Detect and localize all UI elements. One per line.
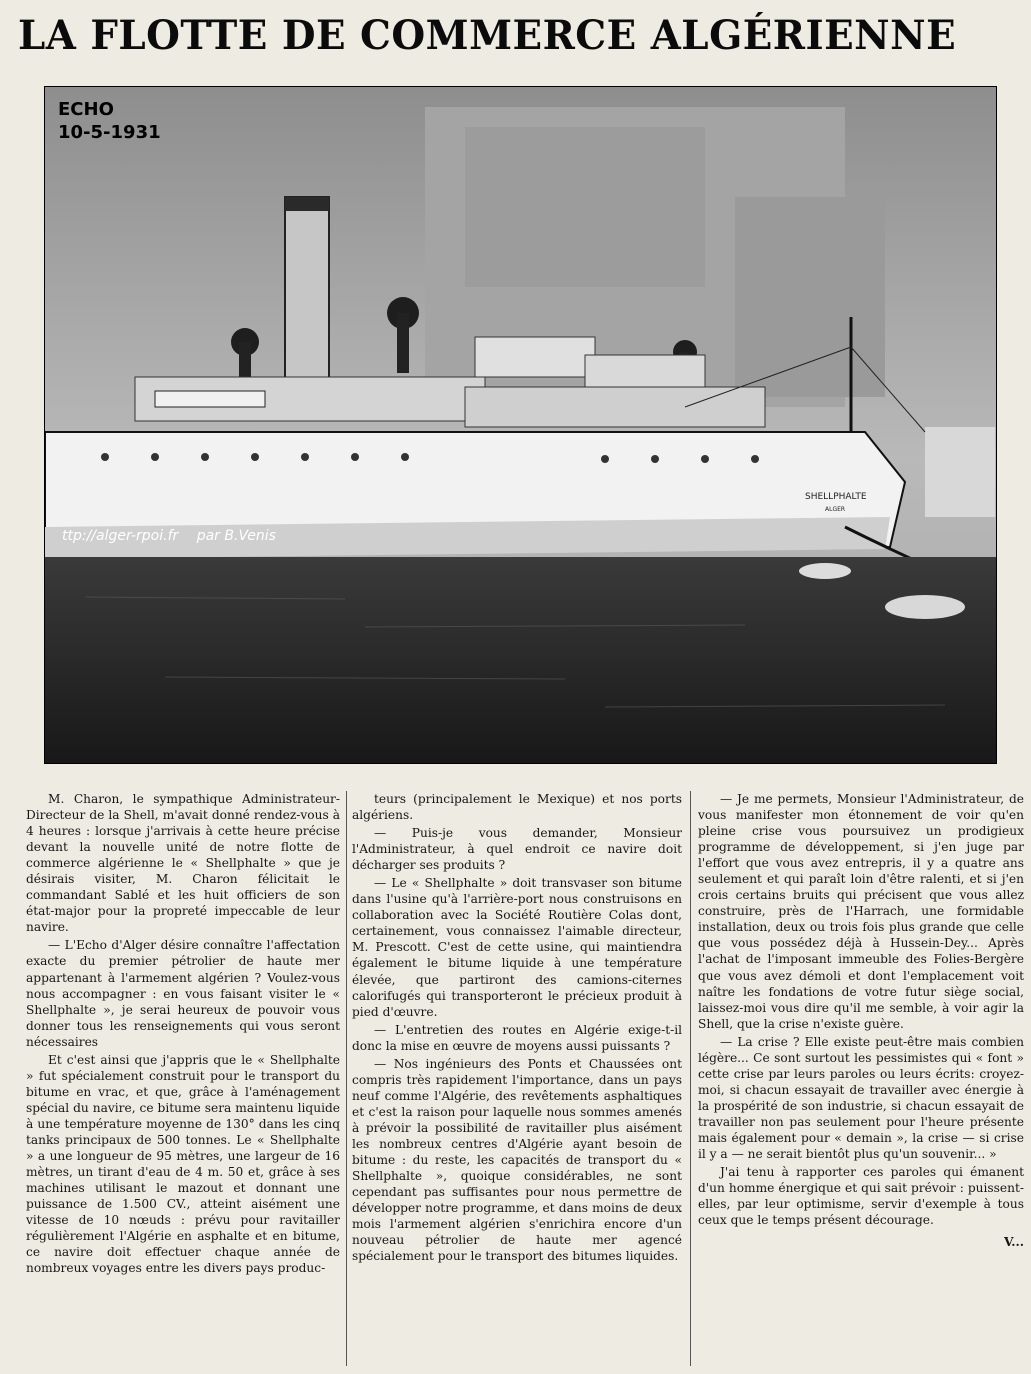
headline: LA FLOTTE DE COMMERCE ALGÉRIENNE [18,12,957,59]
article-column-1 [26,791,340,1367]
source-stamp [58,98,161,144]
paragraph: Et c'est ainsi que j'appris que le « Shellphalte » fut spécialement construit pour le transport du bitume en vrac, et que, grâce à l'aménagement spécial du navire, ce bitume sera maintenu liquide à une température moyenne de 130° dans les cinq tanks principaux de 500 tonnes. Le « Shellphalte » a une longueur de 95 mètres, une largeur de 16 mètres, un tirant d'eau de 4 m. 50 et, grâce à ses machines utilisant le mazout et donnant une puissance de 1.500 CV., atteint aisément une vitesse de 10 nœuds : prévu pour ravitailler régulièrement l'Algérie en asphalte et en bitume, ce navire doit effectuer chaque année de nombreux voyages entre les divers pays produc- [26,1052,340,1276]
hull-name-text: SHELLPHALTE [805,492,867,502]
source-stamp-date: 10-5-1931 [58,122,161,143]
source-stamp-name: ECHO [58,99,114,120]
paragraph: — Puis-je vous demander, Monsieur l'Administrateur, à quel endroit ce navire doit décharger ses produits ? [352,826,682,873]
paragraph: — L'Echo d'Alger désire connaître l'affectation exacte du premier pétrolier de haute mer appartenant à l'armement algérien ? Voulez-vous nous accompagner : en vous faisant visiter le « Shellphalte », je serai heureux de pouvoir vous donner tous les renseignements qui vous seront nécessaires [26,938,340,1049]
article-body [26,791,1024,1369]
paragraph: — Je me permets, Monsieur l'Administrateur, de vous manifester mon étonnement de voir qu'en pleine crise vous poursuivez un prodigieux programme de développement, si j'en juge par l'effort que vous avez entrepris, il y a quatre ans seulement et qui paraît loin d'être ralenti, et si j'en crois certains bruits qui précisent que vous allez construire, près de l'Harrach, une formidable installation, deux ou trois fois plus grande que celle que vous possédez déjà à Hussein-Dey... Après l'achat de l'imposant immeuble des Folies-Bergère que vous avez démoli et dont l'emplacement voit naître les fondations de votre futur siège social, laissez-moi vous dire qu'il me semble, à voir agir la Shell, que la crise n'existe guère. [698,792,1024,1031]
paragraph: — Le « Shellphalte » doit transvaser son bitume dans l'usine qu'à l'arrière-port nous construisons en collaboration avec la Société Routière Colas dont, certainement, vous connaissez l'aimable directeur, M. Prescott. C'est de cette usine, qui maintiendra également le bitume liquide à une température élevée, que partiront des camions-citernes calorifugés qui transporteront le précieux produit à pied d'œuvre. [352,876,682,1019]
article-column-3 [698,791,1024,1367]
photo-credit [62,528,290,544]
paragraph: — La crise ? Elle existe peut-être mais combien légère... Ce sont surtout les pessimistes qui « font » cette crise par leurs paroles ou leurs écrits: croyez-moi, si chacun essayait de travailler avec énergie à la prospérité de son industrie, si chacun essayait de travailler non pas seulement pour l'heure présente mais également pour « demain », la crise — si crise il y a — ne serait bientôt plus qu'un souvenir... » [698,1034,1024,1162]
article-column-2 [352,791,682,1367]
paragraph: — L'entretien des routes en Algérie exige-t-il donc la mise en œuvre de moyens aussi puissants ? [352,1022,682,1053]
paragraph: M. Charon, le sympathique Administrateur-Directeur de la Shell, m'avait donné rendez-vous à 4 heures : lorsque j'arrivais à cette heure précise devant la nouvelle unité de notre flotte de commerce algérienne le « Shellphalte » que je désirais visiter, M. Charon félicitait le commandant Sablé et les huit officiers de son état-major pour la propreté impeccable de leur navire. [26,792,340,935]
credit-site: ttp://alger-rpoi.fr [62,528,179,544]
paragraph: — Nos ingénieurs des Ponts et Chaussées ont compris très rapidement l'importance, dans un pays neuf comme l'Algérie, des revêtements asphaltiques et c'est la raison pour laquelle nous sommes amenés à prévoir la possibilité de ravitailler plus aisément les nombreux centres d'Algérie ayant besoin de bitume : du reste, les capacités de transport du « Shellphalte », quoique considérables, ne sont cependant pas suffisantes pour nous permettre de développer notre programme, et dans moins de deux mois l'armement algérien s'enrichira encore d'un nouveau pétrolier de haute mer agencé spécialement pour le transport des bitumes liquides. [352,1056,682,1264]
paragraph: J'ai tenu à rapporter ces paroles qui émanent d'un homme énergique et qui sait prévoir : puissent-elles, par leur optimisme, servir d'exemple à tous ceux que le temps présent décourage. [698,1165,1024,1228]
author-signature: V... [1003,1235,1024,1250]
ship-illustration [45,87,996,763]
credit-author: par B.Venis [196,528,276,544]
paragraph: teurs (principalement le Mexique) et nos ports algériens. [352,792,682,823]
hull-port-text: ALGER [825,506,846,513]
ship-photograph [44,86,997,764]
